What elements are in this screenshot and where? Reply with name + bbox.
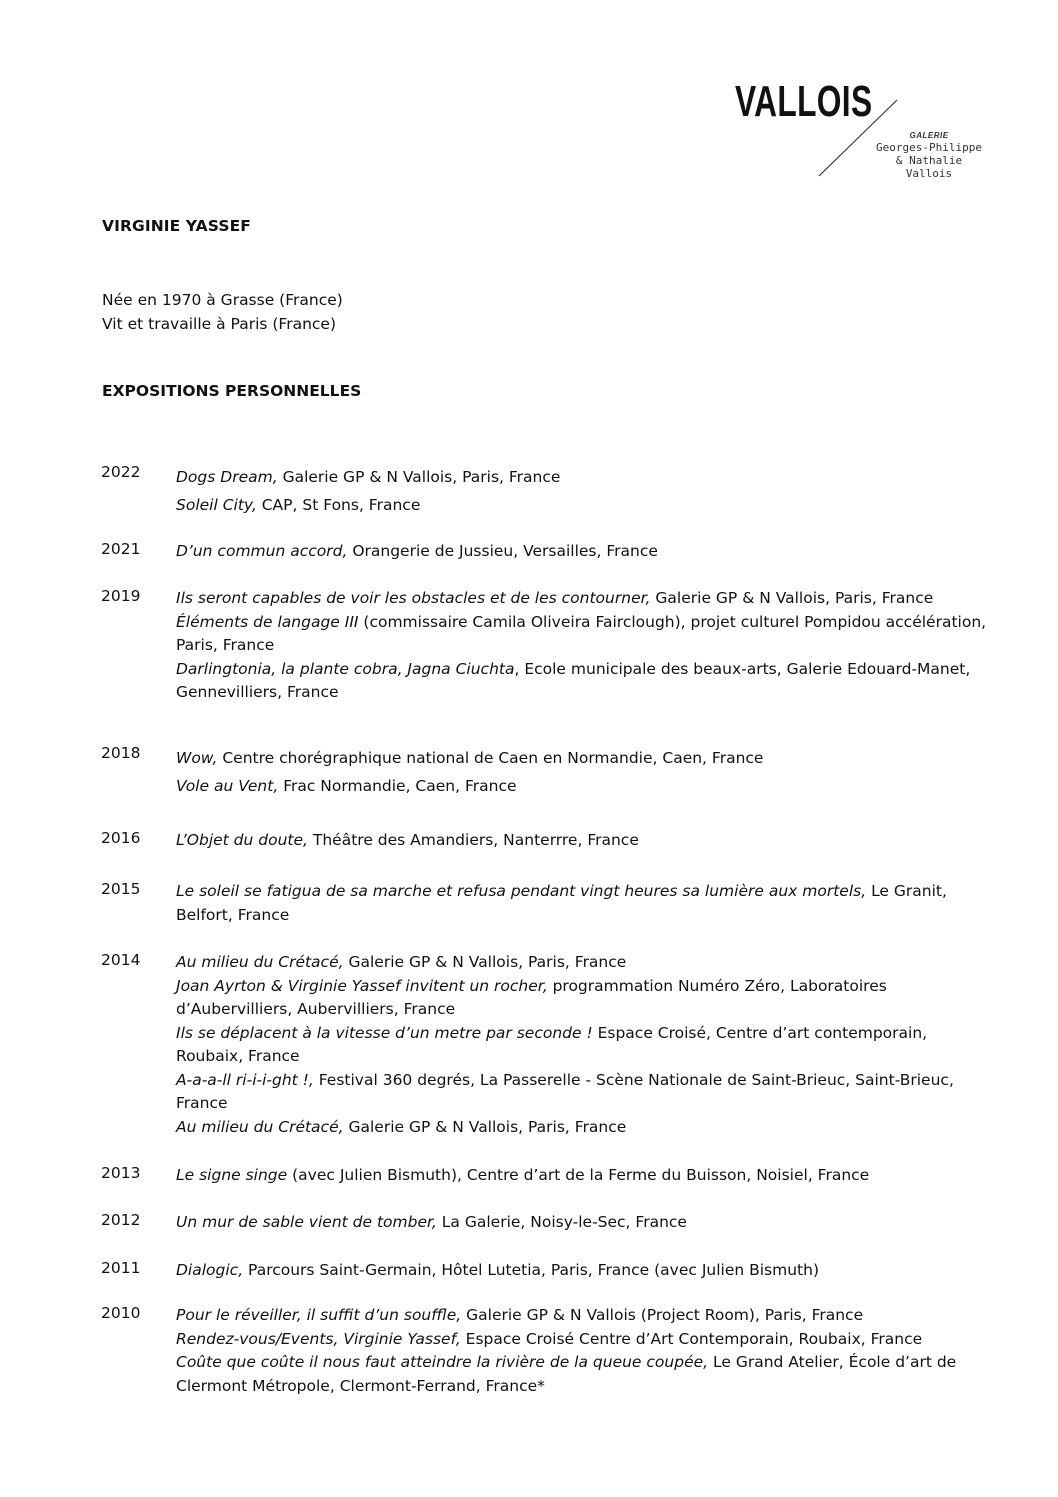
exhibition-line <box>176 1351 996 1398</box>
exhibition-venue: Orangerie de Jussieu, Versailles, France <box>347 542 658 560</box>
exhibition-entry <box>176 829 996 853</box>
exhibition-venue: Galerie GP & N Vallois, Paris, France <box>343 1117 627 1136</box>
exhibition-title: Soleil City, <box>176 496 257 514</box>
gallery-logo <box>735 78 1035 208</box>
exhibition-line <box>176 829 996 853</box>
exhibition-year: 2022 <box>101 463 141 481</box>
exhibition-venue: programmation Numéro Zéro, Laboratoires d’Aubervilliers, Aubervilliers, France <box>176 976 887 1018</box>
exhibition-venue: Galerie GP & N Vallois, Paris, France <box>277 468 561 486</box>
exhibition-year: 2012 <box>101 1211 141 1229</box>
exhibition-entry <box>176 1164 996 1188</box>
exhibition-line <box>176 951 996 975</box>
exhibition-line <box>176 587 996 611</box>
exhibition-title: Éléments de langage III <box>176 612 359 631</box>
exhibition-line <box>176 611 996 658</box>
exhibition-entry <box>176 1304 996 1398</box>
exhibition-line <box>176 658 996 705</box>
exhibition-line <box>176 880 996 927</box>
exhibition-entry <box>176 587 996 705</box>
exhibition-title: Vole au Vent, <box>176 777 279 795</box>
exhibition-year: 2015 <box>101 880 141 898</box>
exhibition-line <box>176 772 996 800</box>
logo-wordmark: VALLOIS <box>735 77 873 126</box>
residence-info: Vit et travaille à Paris (France) <box>102 315 337 333</box>
exhibition-title: L’Objet du doute, <box>176 831 308 849</box>
exhibition-venue: Festival 360 degrés, La Passerelle - Scène Nationale de Saint-Brieuc, Saint-Brieuc, France <box>176 1070 954 1112</box>
logo-line-3: Vallois <box>905 167 953 180</box>
exhibition-venue: Galerie GP & N Vallois, Paris, France <box>650 589 934 607</box>
exhibition-entry <box>176 744 996 800</box>
exhibition-title: Dogs Dream, <box>176 468 278 486</box>
exhibition-venue: La Galerie, Noisy-le-Sec, France <box>436 1213 687 1231</box>
exhibition-line <box>176 1022 996 1069</box>
exhibition-title: Ils se déplacent à la vitesse d’un metre par seconde ! <box>176 1023 593 1042</box>
exhibition-venue: Le Granit, Belfort, France <box>176 882 947 924</box>
artist-name: VIRGINIE YASSEF <box>102 217 251 235</box>
exhibition-line <box>176 1259 996 1283</box>
exhibition-title: Dialogic, <box>176 1261 244 1279</box>
exhibition-year: 2021 <box>101 540 141 558</box>
exhibition-entry <box>176 951 996 1139</box>
section-title: EXPOSITIONS PERSONNELLES <box>102 382 362 400</box>
exhibition-line <box>176 1164 996 1188</box>
exhibition-year: 2014 <box>101 951 141 969</box>
exhibition-line <box>176 975 996 1022</box>
exhibition-venue: Espace Croisé, Centre d’art contemporain, Roubaix, France <box>176 1023 928 1065</box>
exhibition-line <box>176 463 996 491</box>
exhibition-line <box>176 1116 996 1140</box>
exhibition-title: Pour le réveiller, il suffit d’un souffle, <box>176 1306 462 1324</box>
exhibition-year: 2016 <box>101 829 141 847</box>
exhibition-title: Un mur de sable vient de tomber, <box>176 1213 437 1231</box>
exhibition-line <box>176 744 996 772</box>
exhibition-venue: Galerie GP & N Vallois, Paris, France <box>343 953 627 971</box>
exhibition-line <box>176 540 996 564</box>
artist-bio <box>102 288 343 336</box>
logo-line-2: & Nathalie <box>895 154 963 167</box>
exhibition-line <box>176 1304 996 1328</box>
exhibition-venue: Centre chorégraphique national de Caen en Normandie, Caen, France <box>217 749 764 767</box>
exhibition-title: D’un commun accord, <box>176 542 348 560</box>
exhibition-year: 2013 <box>101 1164 141 1182</box>
exhibition-title: Ils seront capables de voir les obstacles et de les contourner, <box>176 589 651 607</box>
exhibition-year: 2018 <box>101 744 141 762</box>
exhibition-year: 2011 <box>101 1259 141 1277</box>
exhibition-line <box>176 1328 996 1352</box>
exhibition-venue: Théâtre des Amandiers, Nanterrre, France <box>307 831 639 849</box>
exhibition-entry <box>176 1211 996 1235</box>
exhibition-venue: Le Grand Atelier, École d’art de Clermont Métropole, Clermont-Ferrand, France* <box>176 1353 957 1395</box>
exhibition-venue: Espace Croisé Centre d’Art Contemporain, Roubaix, France <box>460 1329 923 1348</box>
exhibition-venue: CAP, St Fons, France <box>256 496 421 514</box>
exhibition-entry <box>176 880 996 927</box>
exhibition-venue: Frac Normandie, Caen, France <box>278 777 517 795</box>
exhibition-year: 2019 <box>101 587 141 605</box>
exhibition-title: A-a-a-ll ri-i-i-ght !, <box>176 1070 314 1089</box>
exhibition-title: Wow, <box>176 749 218 767</box>
exhibition-title: Le soleil se fatigua de sa marche et refusa pendant vingt heures sa lumière aux mortels, <box>176 882 867 900</box>
exhibition-title: Au milieu du Crétacé, <box>176 953 344 971</box>
exhibition-entry <box>176 540 996 564</box>
exhibition-entry <box>176 1259 996 1283</box>
exhibition-title: Coûte que coûte il nous faut atteindre la rivière de la queue coupée, <box>176 1353 709 1371</box>
logo-line-1: Georges-Philippe <box>876 141 982 154</box>
exhibition-line <box>176 1069 996 1116</box>
exhibition-title: Joan Ayrton & Virginie Yassef invitent un rocher, <box>176 976 548 995</box>
exhibition-title: Au milieu du Crétacé, <box>176 1117 344 1136</box>
exhibition-line <box>176 491 996 519</box>
exhibition-year: 2010 <box>101 1304 141 1322</box>
logo-subtitle <box>865 130 993 180</box>
birth-info: Née en 1970 à Grasse (France) <box>102 291 343 309</box>
exhibition-venue: Galerie GP & N Vallois (Project Room), Paris, France <box>461 1306 864 1324</box>
exhibition-title: Darlingtonia, la plante cobra, Jagna Ciuchta <box>176 659 515 678</box>
exhibition-venue: (commissaire Camila Oliveira Fairclough), projet culturel Pompidou accélération, Paris, France <box>176 612 987 654</box>
exhibition-venue: , Ecole municipale des beaux-arts, Galerie Edouard-Manet, Gennevilliers, France <box>176 659 971 701</box>
exhibition-entry <box>176 463 996 519</box>
exhibition-title: Le signe singe <box>176 1166 288 1184</box>
exhibition-title: Rendez-vous/Events, Virginie Yassef, <box>176 1329 461 1348</box>
logo-galerie: GALERIE <box>909 131 949 140</box>
exhibition-line <box>176 1211 996 1235</box>
exhibition-venue: (avec Julien Bismuth), Centre d’art de la Ferme du Buisson, Noisiel, France <box>287 1166 870 1184</box>
exhibition-venue: Parcours Saint-Germain, Hôtel Lutetia, Paris, France (avec Julien Bismuth) <box>243 1261 820 1279</box>
